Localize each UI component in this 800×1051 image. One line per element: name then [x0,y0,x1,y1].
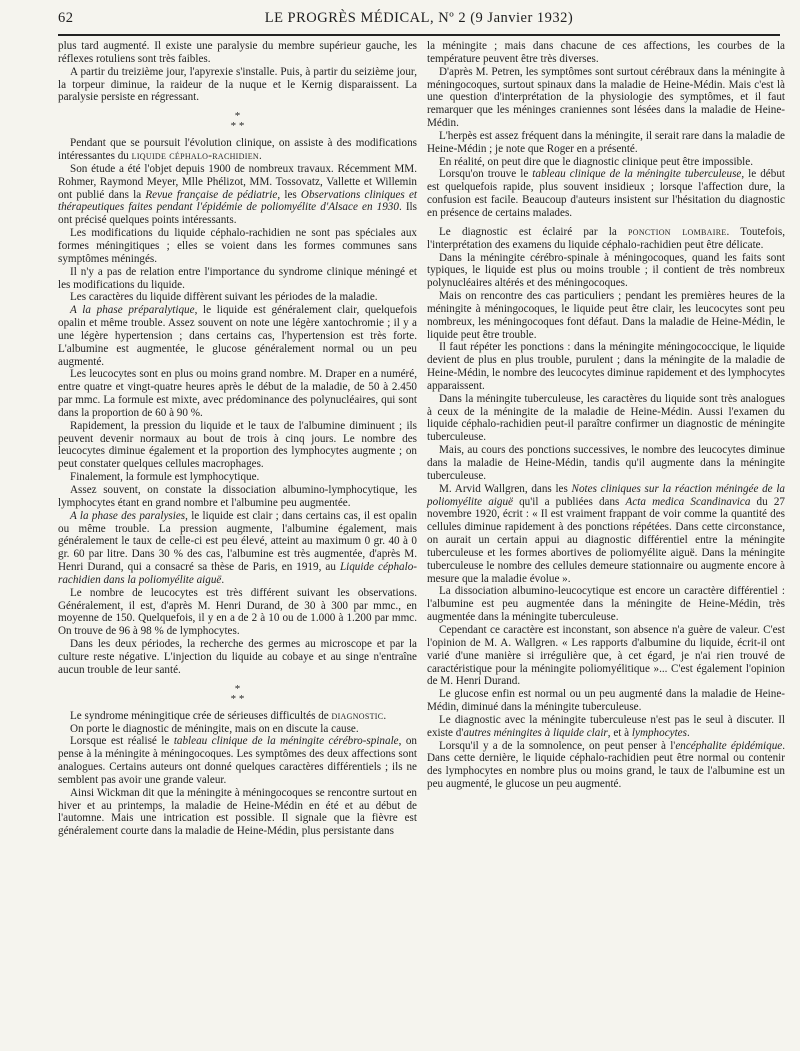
paragraph: A la phase des paralysies, le liquide est clair ; dans certains cas, il est opalin ou même trouble. La pression augmente, l'albumine également, mais généralement le taux de celle-ci est peu élevé, atteint au maximum 0 gr. 40 à 0 gr. 60 par litre. Dans 30 % des cas, l'albumine est très augmentée, d'après M. Henri Durand, qui a consacré sa thèse de Paris, en 1919, au Liquide céphalo-rachidien dans la poliomyélite aiguë. [58,509,417,586]
paragraph: Finalement, la formule est lymphocytique. [70,471,260,484]
paragraph: Rapidement, la pression du liquide et le taux de l'albumine diminuent ; ils peuvent devenir normaux au bout de trois à cinq jours. Le nombre des leucocytes diminue également et la proportion des lymphocytes augmente ; on peut constater quelques cellules macrophages. [58,419,417,471]
paragraph: la méningite ; mais dans chacune de ces affections, les courbes de la température peuvent être très diverses. [427,40,785,65]
right-column [427,40,785,791]
section-asterism: * * * [230,682,245,705]
paragraph: Lorsqu'il y a de la somnolence, on peut penser à l'encéphalite épidémique. Dans cette dernière, le liquide céphalo-rachidien peut être normal ou contenir des lymphocytes en nombre plus ou moins grand, le taux de l'albumine est un peu augmenté, le glucose un peu augmenté. [427,739,786,791]
header-rule [58,34,780,36]
paragraph: plus tard augmenté. Il existe une paralysie du membre supérieur gauche, les réflexes rotuliens sont très faibles. [58,40,417,65]
paragraph: Le syndrome méningitique crée de sérieuses difficultés de diagnostic. [70,709,387,722]
paragraph: Son étude a été l'objet depuis 1900 de nombreux travaux. Récemment MM. Rohmer, Raymond Meyer, Mlle Phélizot, MM. Tossovatz, Vallette et Willemin ont publié dans la Revue française de pédiatrie, les Observations cliniques et thérapeutiques faites pendant l'épidémie de poliomyélite d'Alsace en 1930. Ils ont précisé quelques points intéressants. [58,162,417,227]
paragraph: D'après M. Petren, les symptômes sont surtout cérébraux dans la méningite à méningocoques, surtout spinaux dans la maladie de Heine-Médin. Mais c'est là une question d'interprétation de la physiologie des symptômes, et il faut remarquer que les méninges craniennes sont lésées dans la maladie de Heine-Médin. [427,65,785,130]
paragraph: Les leucocytes sont en plus ou moins grand nombre. M. Draper en a numéré, entre quatre et vingt-quatre heures après le début de la maladie, de 50 à 2.450 par mmc. La formule est mixte, avec prédominance des polynucléaires, qui sont dans la proportion de 60 à 90 %. [58,368,417,419]
paragraph: Dans la méningite cérébro-spinale à méningocoques, quand les faits sont typiques, le liquide est plus ou moins trouble ; il contient de très nombreux polynucléaires altérés et des méningocoques. [427,251,785,290]
paragraph: Il n'y a pas de relation entre l'importance du syndrome clinique méningé et les modifications du liquide. [58,265,417,291]
paragraph: Assez souvent, on constate la dissociation albumino-lymphocytique, les lymphocytes étant en grand nombre et l'albumine peu augmentée. [58,484,417,509]
paragraph: Les caractères du liquide diffèrent suivant les périodes de la maladie. [70,291,378,304]
paragraph: A la phase préparalytique, le liquide est généralement clair, quelquefois opalin et même trouble. Assez souvent on note une légère xantochromie ; il y a une légère hypertension ; dans certains cas, l'hypertension est très forte. L'albumine est augmentée, le glucose généralement normal ou un peu augmenté. [58,304,417,368]
paragraph: Le glucose enfin est normal ou un peu augmenté dans la maladie de Heine-Médin, diminué dans la méningite tuberculeuse. [427,688,785,714]
paragraph: Dans les deux périodes, la recherche des germes au microscope et par la culture reste négative. L'injection du liquide au cobaye et au singe n'entraîne aucun trouble de leur santé. [58,638,417,676]
paragraph: Dans la méningite tuberculeuse, les caractères du liquide sont très analogues à ceux de la méningite de la maladie de Heine-Médin. Aussi l'examen du liquide céphalo-rachidien peut-il paraître confirmer un diagnostic de méningite tuberculeuse. [427,392,785,444]
paragraph: La dissociation albumino-leucocytique est encore un caractère différentiel : l'albumine est peu augmentée dans la méningite de Heine-Médin, très augmentée dans la méningite tuberculeuse. [427,585,785,624]
paragraph: Lorsque est réalisé le tableau clinique de la méningite cérébro-spinale, on pense à la méningite à méningocoques. Les symptômes des deux affections sont analogues. Certains auteurs ont donné quelques caractères différentiels ; ils ne semblent pas avoir une grande valeur. [58,735,418,786]
journal-title: LE PROGRÈS MÉDICAL, Nº 2 (9 Janvier 1932) [264,10,574,26]
paragraph: Le diagnostic est éclairé par la ponction lombaire. Toutefois, l'interprétation des examens du liquide céphalo-rachidien peut être délicate. [427,225,785,251]
paragraph: Pendant que se poursuit l'évolution clinique, on assiste à des modifications intéressantes du liquide céphalo-rachidien. [58,137,417,163]
page-number: 62 [58,10,74,26]
paragraph: Le nombre de leucocytes est très différent suivant les observations. Généralement, il est, d'après M. Henri Durand, de 30 à 300 par mmc., en moyenne de 150. Quelquefois, il y en a de 2 à 10 ou de 1.000 à 1.200 par mmc. On trouve de 96 à 98 % de lymphocytes. [58,586,417,638]
paragraph: Mais, au cours des ponctions successives, le nombre des leucocytes diminue dans la maladie de Heine-Médin, tandis qu'il augmente dans la méningite tuberculeuse. [427,444,785,482]
paragraph: A partir du treizième jour, l'apyrexie s'installe. Puis, à partir du seizième jour, la torpeur diminue, la raideur de la nuque et le Kernig disparaissent. La paralysie persiste en régressant. [58,65,417,104]
running-header [58,10,780,32]
paragraph: L'herpès est assez fréquent dans la méningite, il serait rare dans la maladie de Heine-Médin ; je note que Roger en a présenté. [427,129,785,155]
paragraph: Cependant ce caractère est inconstant, son absence n'a guère de valeur. C'est l'opinion de M. A. Wallgren. « Les rapports d'albumine du liquide, écrit-il ont varié d'une manière si irrégulière que, à cet égard, je n'ai rien trouvé de caractéristique pour la méningite poliomyélitique »... C'est également l'opinion de M. Henri Durand. [427,623,785,688]
paragraph: Mais on rencontre des cas particuliers ; pendant les premières heures de la méningite à méningocoques, le liquide peut être clair, les leucocytes sont peu nombreux, les méningocoques font défaut. Dans la maladie de Heine-Médin, le liquide peut être trouble. [427,290,785,341]
paragraph: Le diagnostic avec la méningite tuberculeuse n'est pas le seul à discuter. Il existe d'autres méningites à liquide clair, et à lymphocytes. [427,713,785,739]
left-column [58,40,417,838]
section-asterism: * * * [230,110,245,133]
paragraph: Il faut répéter les ponctions : dans la méningite méningococcique, le liquide devient de plus en plus trouble, purulent ; dans la méningite de la maladie de Heine-Médin, le nombre des leucocytes diminue rapidement et des lymphocytes apparaissent. [427,341,785,392]
paragraph: M. Arvid Wallgren, dans les Notes cliniques sur la réaction méningée de la poliomyélite aiguë qu'il a publiées dans Acta medica Scandinavica du 27 novembre 1920, écrit : « Il est vraiment frappant de voir comme la quantité des cellules diminue rapidement à des ponctions répétées. Dans cette circonstance, on aurait un certain appui au diagnostic différentiel entre la méningite tuberculeuse et les formes abortives de poliomyélite aiguë. Dans la méningite tuberculeuse le nombre des cellules demeure stationnaire ou augmente encore à mesure que la maladie évolue ». [427,482,785,585]
paragraph: Ainsi Wickman dit que la méningite à méningocoques se rencontre surtout en hiver et au printemps, la maladie de Heine-Médin en été et au début de l'automne. Mais une intrication est possible. Il signale que la fièvre est généralement courte dans la maladie de Heine-Médin, plus persistante dans [58,786,417,838]
paragraph: On porte le diagnostic de méningite, mais on en discute la cause. [70,722,359,735]
paragraph: En réalité, on peut dire que le diagnostic clinique peut être impossible. [439,155,754,168]
paragraph: Les modifications du liquide céphalo-rachidien ne sont pas spéciales aux formes méningitiques ; elles se voient dans les formes communes sans symptômes méningés. [58,227,417,265]
paragraph: Lorsqu'on trouve le tableau clinique de la méningite tuberculeuse, le début est quelquefois rapide, plus souvent insidieux ; lorsque l'affection dure, la confusion est facile. Beaucoup d'auteurs insistent sur l'hésitation du diagnostic en présence de certains malades. [427,168,785,219]
